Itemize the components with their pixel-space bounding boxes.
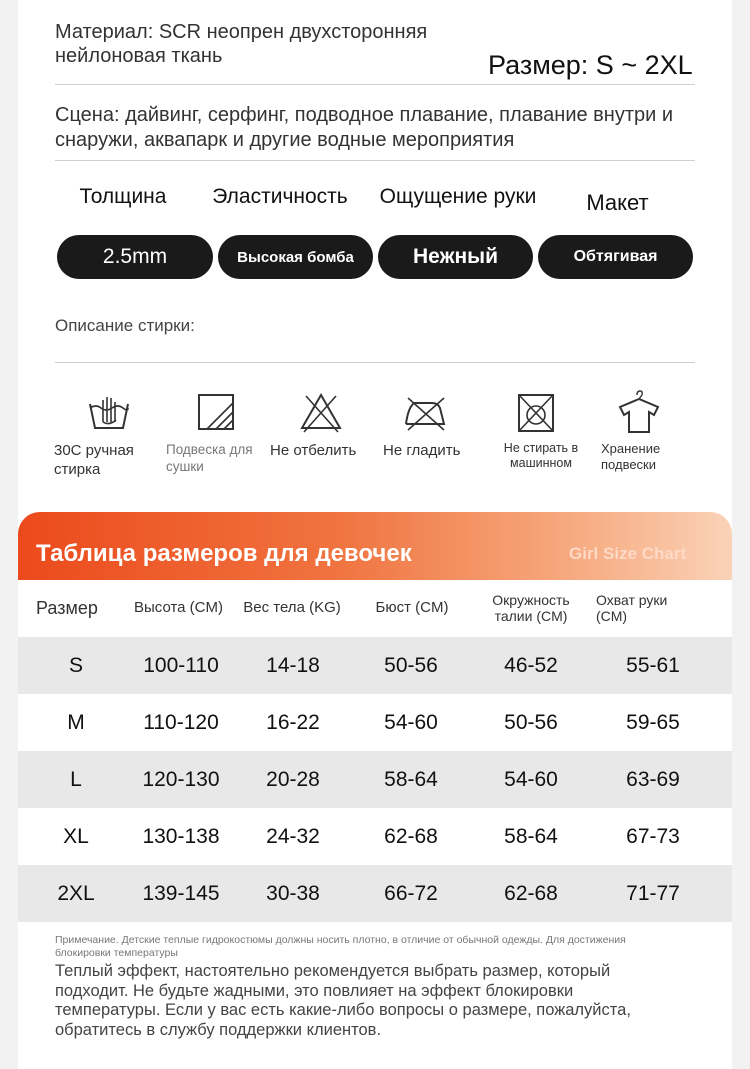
- property-label: Ощущение руки: [379, 185, 537, 208]
- no-bleach-icon: [298, 390, 344, 436]
- hang-dry-icon: [194, 390, 240, 436]
- care-label: Хранение подвески: [601, 441, 661, 472]
- material-text: Материал: SCR неопрен двухсторонняя нейлоновая ткань: [55, 21, 428, 67]
- table-cell: 30-38: [266, 881, 320, 905]
- table-cell: 46-52: [504, 653, 558, 677]
- property-value-pill: Высокая бомба: [218, 235, 373, 279]
- table-cell: 16-22: [266, 710, 320, 734]
- table-cell: 110-120: [143, 710, 219, 734]
- table-cell: 139-145: [142, 881, 220, 905]
- table-cell: 66-72: [384, 881, 438, 905]
- table-cell: 54-60: [504, 767, 558, 791]
- size-range-text: Размер: S ~ 2XL: [488, 50, 693, 80]
- table-cell: 59-65: [626, 710, 680, 734]
- column-header: Бюст (CM): [375, 599, 449, 616]
- table-cell: 14-18: [266, 653, 320, 677]
- size-chart-title: Таблица размеров для девочек: [36, 540, 412, 567]
- column-header: Охват руки (CM): [596, 592, 668, 624]
- care-label: 30C ручная стирка: [54, 442, 134, 478]
- table-cell: 54-60: [384, 710, 438, 734]
- table-cell: 55-61: [626, 653, 680, 677]
- table-cell: 67-73: [626, 824, 680, 848]
- divider: [55, 84, 695, 85]
- table-cell: M: [67, 710, 85, 734]
- table-row: [18, 865, 732, 922]
- divider: [55, 362, 695, 363]
- property-value-pill: Нежный: [378, 235, 533, 279]
- column-header: Высота (CM): [134, 599, 223, 616]
- care-label: Не отбелить: [270, 442, 357, 459]
- table-cell: 50-56: [504, 710, 558, 734]
- scene-text: Сцена: дайвинг, серфинг, подводное плавание, плавание внутри и снаружи, аквапарк и другие водные мероприятия: [55, 104, 674, 151]
- table-row: [18, 808, 732, 865]
- care-label: Не гладить: [383, 442, 461, 459]
- table-cell: 130-138: [142, 824, 220, 848]
- note-small: Примечание. Детские теплые гидрокостюмы должны носить плотно, в отличие от обычной одежды. Для достижения блокировки температуры: [55, 934, 626, 959]
- table-row: [18, 751, 732, 808]
- table-cell: XL: [63, 824, 89, 848]
- divider: [55, 160, 695, 161]
- wash-title: Описание стирки:: [55, 316, 195, 335]
- table-cell: 71-77: [626, 881, 680, 905]
- property-label: Эластичность: [212, 185, 348, 208]
- column-header: Размер: [36, 598, 98, 618]
- table-cell: 20-28: [266, 767, 320, 791]
- no-iron-icon: [402, 390, 448, 436]
- table-row: [18, 637, 732, 694]
- property-label: Макет: [586, 190, 649, 215]
- hand-wash-icon: [86, 390, 132, 436]
- no-machine-wash-icon: [514, 390, 560, 436]
- property-value-pill: Обтягивая: [538, 235, 693, 279]
- table-cell: 62-68: [504, 881, 558, 905]
- table-cell: S: [68, 653, 83, 677]
- table-cell: 58-64: [504, 824, 558, 848]
- note-text: Теплый эффект, настоятельно рекомендуется выбрать размер, который подходит. Не будьте жадными, это повлияет на эффект блокировки температуры. Если у вас есть какие-либо вопросы о размере, пожалуйста, обратитесь в службу поддержки клиентов.: [55, 962, 631, 1039]
- table-cell: 58-64: [384, 767, 438, 791]
- table-cell: 62-68: [384, 824, 438, 848]
- size-chart-subtitle: Girl Size Chart: [569, 544, 687, 563]
- care-label: Не стирать в машинном: [503, 441, 579, 470]
- column-header: Вес тела (KG): [243, 599, 341, 616]
- table-cell: 50-56: [384, 653, 438, 677]
- table-row: [18, 694, 732, 751]
- table-cell: 120-130: [142, 767, 220, 791]
- table-cell: L: [70, 767, 82, 791]
- table-cell: 24-32: [266, 824, 320, 848]
- hanger-storage-icon: [616, 390, 662, 436]
- column-header: Окружность талии (CM): [492, 592, 570, 624]
- property-label: Толщина: [79, 185, 167, 208]
- property-value-pill: 2.5mm: [57, 235, 213, 279]
- care-label: Подвеска для сушки: [166, 442, 253, 474]
- table-cell: 2XL: [57, 881, 95, 905]
- table-cell: 100-110: [143, 653, 219, 677]
- table-cell: 63-69: [626, 767, 680, 791]
